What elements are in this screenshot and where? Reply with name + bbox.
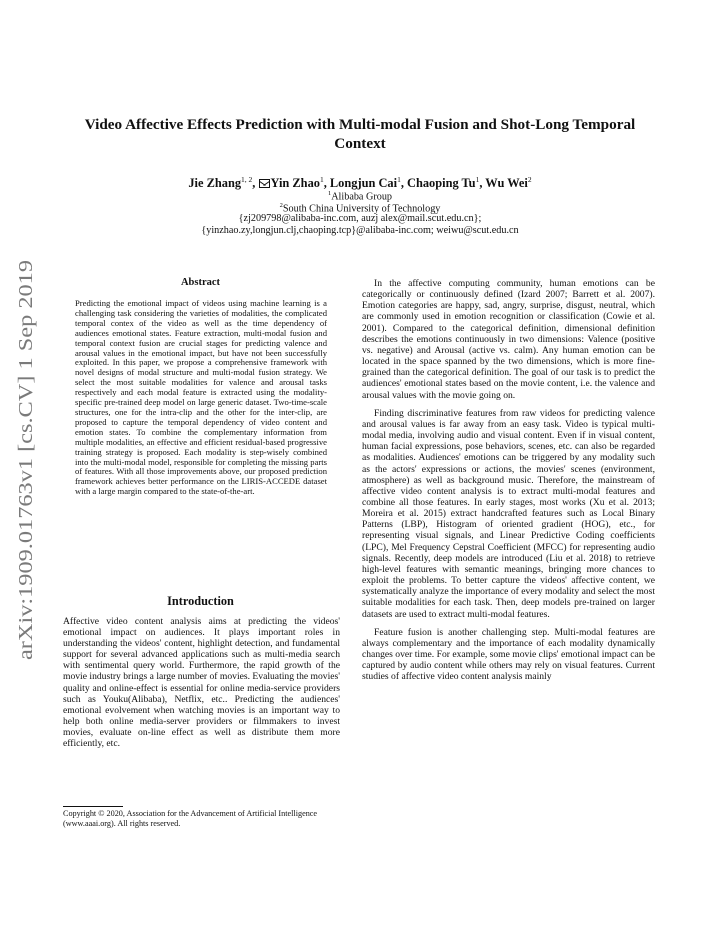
introduction-text	[63, 616, 340, 749]
right-column	[362, 278, 655, 689]
right-paragraph-3: Feature fusion is another challenging step. Multi-modal features are always complementary and the importance of each modality dynamically changes over time. For example, some movie clips' emotional impact can be captured by audio content while others may rely on visual features. Current studies of affective video content analysis mainly	[362, 626, 655, 683]
abstract-text: Predicting the emotional impact of videos using machine learning is a challenging task considering the varieties of modalities, the complicated temporal contex of the video as well as the time dependency of audiences emotional states. Feature extraction, multi-modal fusion and temporal context fusion are crucial stages for predicting valence and arousal values in the emotional impact, but have not been successfully exploited. In this paper, we propose a comprehensive framework with novel designs of modal structure and multi-modal fusion strategy. We select the most suitable modalities for valence and arousal tasks respectively and each modal feature is extracted using the modality-specific pre-trained deep model on large generic dataset. Two-time-scale structures, one for the intra-clip and the other for the inter-clip, are proposed to capture the temporal dependency of video content and emotion states. To combine the complementary information from multiple modalities, an effective and efficient residual-based progressive training strategy is proposed. Each modality is step-wisely combined into the multi-modal model, responsible for completing the missing parts of features. With all those improvements above, our proposed prediction framework achieves better performance on the LIRIS-ACCEDE dataset with a large margin compared to the state-of-the-art.	[75, 298, 327, 497]
footnote-rule	[63, 806, 123, 807]
copyright-notice: Copyright © 2020, Association for the Advancement of Artificial Intelligence (www.aaai.org). All rights reserved.	[63, 809, 318, 828]
arxiv-watermark	[2, 250, 44, 670]
paper-title: Video Affective Effects Prediction with Multi-modal Fusion and Shot-Long Temporal Context	[84, 116, 636, 152]
author-separator: ,	[252, 176, 259, 191]
author-separator: ,	[479, 176, 486, 191]
introduction-heading: Introduction	[167, 594, 234, 608]
email-line-1: {zj209798@alibaba-inc.com, auzj alex@mail.scut.edu.cn};	[238, 213, 482, 224]
author-name: Yin Zhao	[270, 176, 320, 191]
author-affiliation-sup: 1	[397, 175, 401, 184]
author-name: Wu Wei	[485, 176, 528, 191]
author-name: Longjun Cai	[329, 176, 398, 191]
right-paragraph-2: Finding discriminative features from raw videos for predicting valence and arousal values is far away from an easy task. Video is typical multi-modal media, involving audio and visual content. Even if in visual content, human facial expressions, pose behaviors, scenes, etc. can also be regarded as modalities. Audiences' emotions can be triggered by any modality such as the actors' expressions or actions, the movies' scenes (environment, atmosphere) as well as background music. Therefore, the mainstream of affective video content analysis is to extract multi-modal features and combine all those features. In early stages, most works (Xu et al. 2013; Moreira et al. 2015) extract handcrafted features such as Local Binary Patterns (LBP), Histogram of oriented gradient (HOG), etc., for representing visual signals, and Linear Predictive Coding coefficients (LPC), Mel Frequency Cepstral Coefficient (MFCC) for representing audio signals. Recently, deep models are introduced (Liu et al. 2018) to retrieve high-level features with semantic meanings, bringing more chances to exploit the problems. To better capture the videos' affective content, we systematically analyze the importance of every modality and select the most suitable modalities for each task. Then, deep models pre-trained on larger datasets are used to extract multi-modal features.	[362, 407, 655, 620]
author-separator: ,	[400, 176, 408, 191]
right-paragraph-1: In the affective computing community, human emotions can be categorically or continuously defined (Izard 2007; Barrett et al. 2007). Emotion categories are happy, sad, angry, surprise, disgust, neutral, which are commonly used in emotion recognition or classification (Cowie et al. 2001). Compared to the categorical definition, dimensional definition describes the emotions continuously in two dimensions: Valence (positive vs. negative) and Arousal (active vs. calm). Any human emotion can be located in the space spanned by the two dimensions, which is more fine-grained than the categorical definition. The goal of our task is to predict the audiences' emotional states based on the movie content, i.e. the valence and arousal values with the movie going on.	[362, 278, 655, 401]
author-affiliation-sup: 2	[527, 175, 532, 184]
arxiv-watermark-text: arXiv:1909.01763v1 [cs.CV] 1 Sep 2019	[16, 339, 37, 660]
author-affiliation-sup: 1, 2	[241, 175, 253, 184]
author-separator: ,	[323, 176, 330, 191]
author-affiliation-sup: 1	[319, 175, 324, 184]
email-line-2: {yinzhao.zy,longjun.clj,chaoping.tcp}@alibaba-inc.com; weiwu@scut.edu.cn	[201, 225, 519, 236]
author-affiliation-sup: 1	[475, 175, 480, 184]
author-name: Chaoping Tu	[407, 176, 476, 191]
affiliation-2-sup: 2	[279, 202, 283, 209]
affiliation-1-sup: 1	[327, 190, 332, 197]
author-name: Jie Zhang	[188, 176, 242, 191]
affiliation-2-text: South China University of Technology	[282, 203, 441, 215]
abstract-heading: Abstract	[180, 277, 221, 288]
introduction-paragraph: Affective video content analysis aims at predicting the videos' emotional impact on audiences. It plays important roles in understanding the videos' content, highlight detection, and fundamental support for several advanced applications such as multi-media search with sentimental query world. Furthermore, the rapid growth of the movie industry brings a large number of movies. Evaluating the movies' quality and online-effect is essential for online media-service providers such as Youku(Alibaba), Netflix, etc.. Predicting the audiences' emotional evolvement when watching movies is an important way to help both online media-server providers or filmmakers to invest movies, evaluate on-line effect as well as distribute them more efficiently, etc.	[63, 616, 340, 750]
envelope-icon	[259, 179, 270, 188]
affiliation-1-text: Alibaba Group	[331, 191, 393, 203]
